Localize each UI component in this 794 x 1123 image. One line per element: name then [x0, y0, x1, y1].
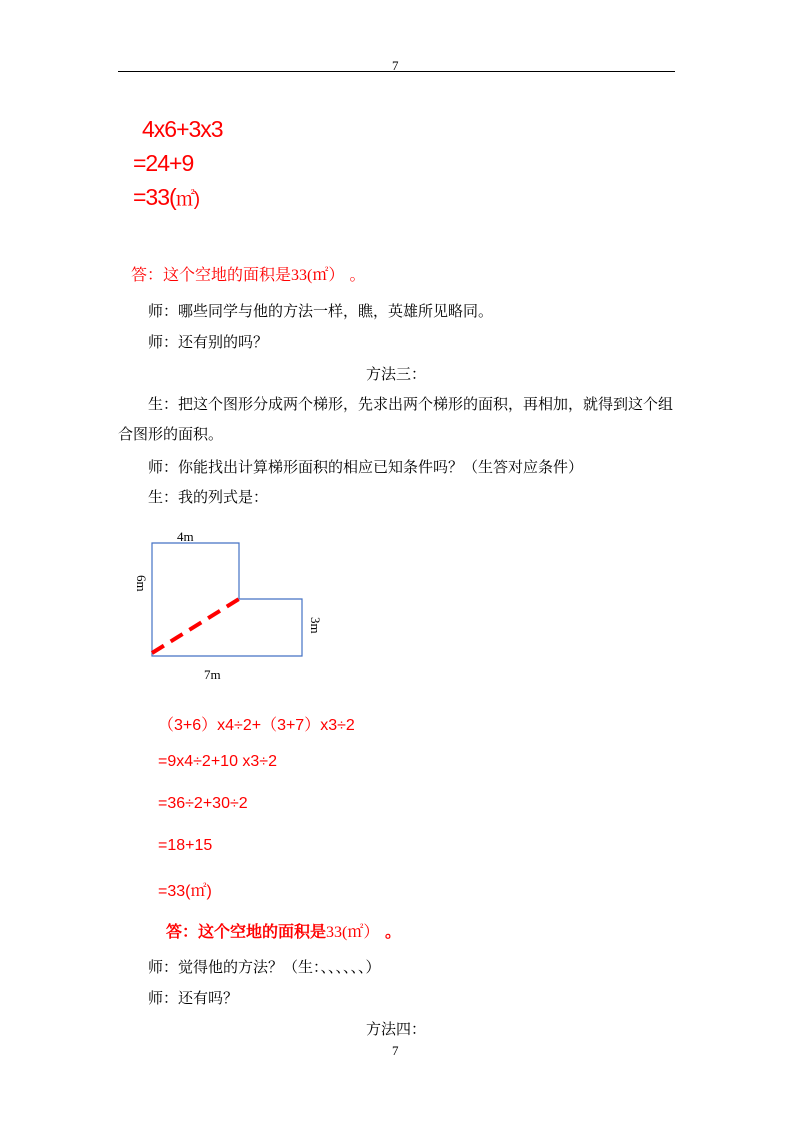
answer1-prefix: 答：这个空地的面积是 — [131, 265, 292, 284]
calc1-line1: 4x6+3x3 — [142, 116, 223, 142]
answer1-suffix: 。 — [349, 265, 366, 284]
teacher-line-5: 师：还有吗？ — [148, 989, 239, 1007]
teacher-line-1: 师：哪些同学与他的方法一样，瞧，英雄所见略同。 — [148, 302, 494, 320]
calc2-line3: =36÷2+30÷2 — [158, 795, 248, 812]
calc2-line5: =33(㎡) — [158, 883, 212, 900]
answer2-prefix: 答：这个空地的面积是 — [166, 922, 327, 941]
student-line-1: 生：把这个图形分成两个梯形，先求出两个梯形的面积，再相加，就得到这个组合图形的面积。 — [118, 395, 674, 443]
teacher-line-4: 师：觉得他的方法？（生：、、、、、、） — [148, 958, 381, 976]
teacher-line-3: 师：你能找出计算梯形面积的相应已知条件吗？（生答对应条件） — [148, 458, 584, 476]
calc2-line4: =18+15 — [158, 837, 213, 854]
answer2-suffix: 。 — [384, 922, 401, 941]
calc1-line3-value: =33( — [133, 184, 176, 210]
trapezoid-divider-dash — [152, 599, 239, 653]
answer2-value: 33(㎡） — [326, 924, 380, 941]
page-number-footer: 7 — [392, 1043, 399, 1058]
calc2-line2: =9x4÷2+10 x3÷2 — [158, 753, 277, 770]
method4-title: 方法四： — [366, 1020, 427, 1038]
method3-title: 方法三： — [366, 365, 427, 383]
figure-bottom-label: 7m — [204, 667, 221, 682]
answer2 — [166, 919, 401, 942]
figure-right-label: 3m — [308, 617, 323, 634]
calc2-line1: （3+6）x4÷2+（3+7）x3÷2 — [158, 717, 355, 734]
calc1-line2: =24+9 — [133, 150, 194, 176]
teacher-line-2: 师：还有别的吗？ — [148, 333, 269, 351]
figure-left-label: 6m — [134, 575, 149, 592]
calc1-line3-unit: ㎡) — [175, 189, 200, 210]
student-line-2: 生：我的列式是： — [148, 488, 269, 506]
answer1-value: 33(㎡） — [291, 267, 345, 284]
page-number-header: 7 — [392, 58, 399, 73]
figure-top-label: 4m — [177, 529, 194, 544]
